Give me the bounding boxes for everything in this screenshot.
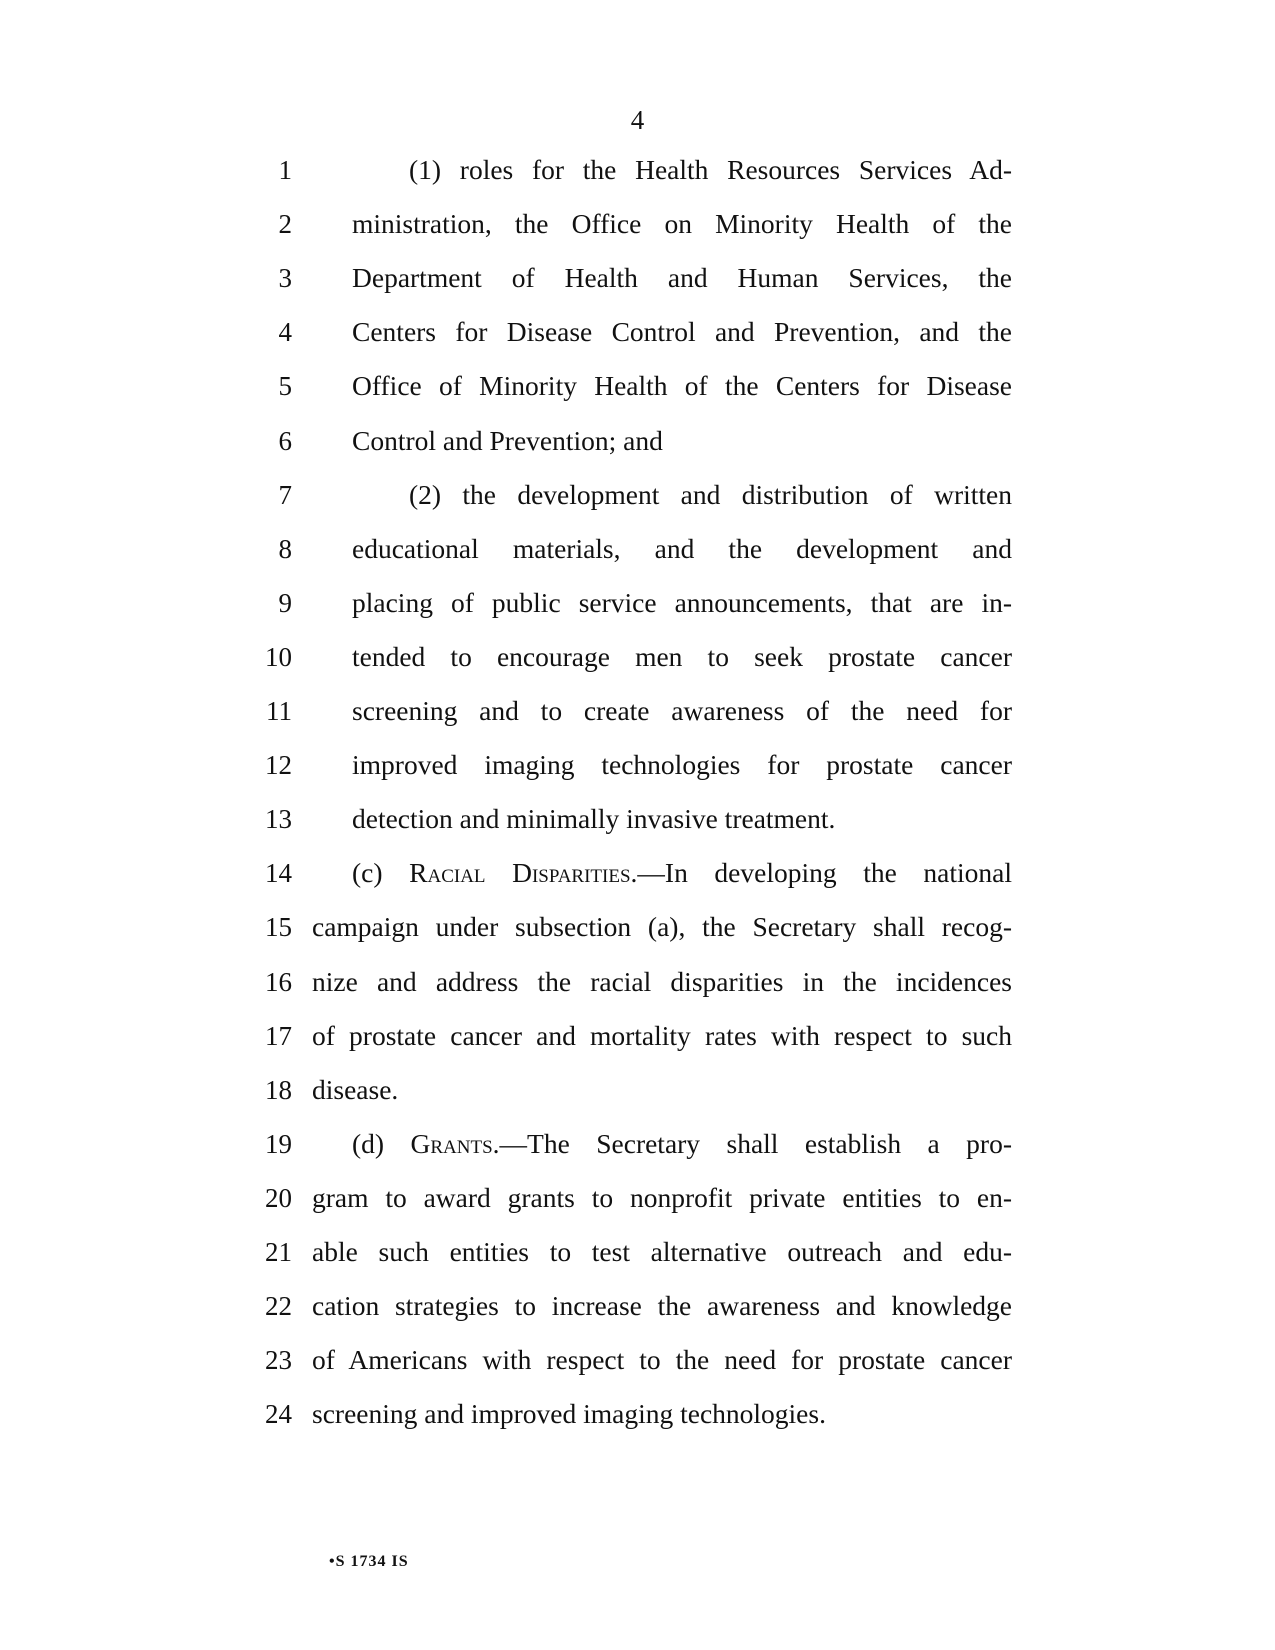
text-line <box>0 1063 1275 1117</box>
line-number: 16 <box>265 966 292 997</box>
line-text: gram to award grants to nonprofit private entities to en- <box>312 1181 1012 1213</box>
text-line <box>0 468 1275 522</box>
text-line <box>0 522 1275 576</box>
page-number: 4 <box>630 105 645 135</box>
text-line <box>0 359 1275 413</box>
line-text: (2) the development and distribution of written <box>409 478 1012 510</box>
line-number: 7 <box>278 479 292 510</box>
subsection-text: —In developing the national <box>637 857 1012 889</box>
text-line <box>0 846 1275 900</box>
line-number: 11 <box>266 696 292 726</box>
line-text: (1) roles for the Health Resources Services Ad- <box>409 154 1012 185</box>
text-line <box>0 197 1275 251</box>
line-text: nize and address the racial disparities in the incidences <box>312 965 1012 997</box>
text-line <box>0 900 1275 954</box>
line-number: 18 <box>265 1074 292 1105</box>
line-text: able such entities to test alternative outreach and edu- <box>312 1236 1012 1267</box>
line-number: 2 <box>278 209 292 240</box>
subsection-label: (c) <box>352 857 410 889</box>
line-text: educational materials, and the development and <box>352 532 1012 564</box>
line-number: 1 <box>278 155 292 185</box>
line-number: 15 <box>265 912 292 943</box>
line-number: 10 <box>265 641 292 672</box>
line-number: 3 <box>278 263 292 294</box>
line-number: 14 <box>265 858 292 889</box>
text-line <box>0 1117 1275 1171</box>
line-text: campaign under subsection (a), the Secretary shall recog- <box>312 911 1012 943</box>
text-line <box>0 1171 1275 1225</box>
line-text: cation strategies to increase the awareness and knowledge <box>312 1290 1012 1322</box>
line-text: ministration, the Office on Minority Health of the <box>352 208 1012 240</box>
line-text: of prostate cancer and mortality rates with respect to such <box>312 1019 1012 1051</box>
line-text: Centers for Disease Control and Prevention, and the <box>352 316 1012 348</box>
text-line <box>0 414 1275 468</box>
line-number: 5 <box>278 371 292 402</box>
line-text <box>352 1117 1012 1171</box>
line-text: screening and improved imaging technologies. <box>312 1398 826 1430</box>
line-number: 24 <box>265 1399 292 1430</box>
text-line <box>0 1333 1275 1387</box>
line-text: Department of Health and Human Services, the <box>352 262 1012 294</box>
text-line <box>0 1279 1275 1333</box>
line-number: 12 <box>265 750 292 781</box>
text-line <box>0 576 1275 630</box>
line-text: Office of Minority Health of the Centers for Disease <box>352 370 1012 402</box>
text-line <box>0 305 1275 359</box>
text-line <box>0 738 1275 792</box>
subsection-text: —The Secretary shall establish a pro- <box>499 1127 1012 1159</box>
line-number: 17 <box>265 1020 292 1051</box>
text-line <box>0 143 1275 197</box>
text-line <box>0 1387 1275 1441</box>
subsection-label: (d) <box>352 1127 411 1159</box>
line-number: 9 <box>278 587 292 618</box>
subsection-heading: Racial Disparities. <box>409 857 638 889</box>
line-number: 19 <box>265 1128 292 1159</box>
line-text <box>352 846 1012 900</box>
line-number: 6 <box>278 425 292 456</box>
line-number: 21 <box>265 1237 292 1267</box>
text-line <box>0 955 1275 1009</box>
line-number: 13 <box>265 804 292 835</box>
line-number: 23 <box>265 1345 292 1376</box>
line-number: 20 <box>265 1182 292 1213</box>
text-line <box>0 792 1275 846</box>
line-text: tended to encourage men to seek prostate cancer <box>352 640 1012 672</box>
text-line <box>0 1225 1275 1279</box>
line-text: detection and minimally invasive treatment. <box>352 803 836 835</box>
line-number: 8 <box>278 533 292 564</box>
line-text: improved imaging technologies for prostate cancer <box>352 749 1012 781</box>
line-text: Control and Prevention; and <box>352 424 663 456</box>
bill-identifier-footer: •S 1734 IS <box>329 1553 409 1570</box>
text-line <box>0 1009 1275 1063</box>
line-text: of Americans with respect to the need for prostate cancer <box>312 1344 1012 1376</box>
text-line <box>0 251 1275 305</box>
subsection-heading: Grants. <box>410 1127 500 1159</box>
line-text: screening and to create awareness of the need for <box>352 695 1012 726</box>
text-line <box>0 684 1275 738</box>
line-number: 22 <box>265 1291 292 1322</box>
line-text: placing of public service announcements, that are in- <box>352 586 1012 618</box>
line-number: 4 <box>278 317 292 348</box>
text-line <box>0 630 1275 684</box>
line-text: disease. <box>312 1073 399 1105</box>
